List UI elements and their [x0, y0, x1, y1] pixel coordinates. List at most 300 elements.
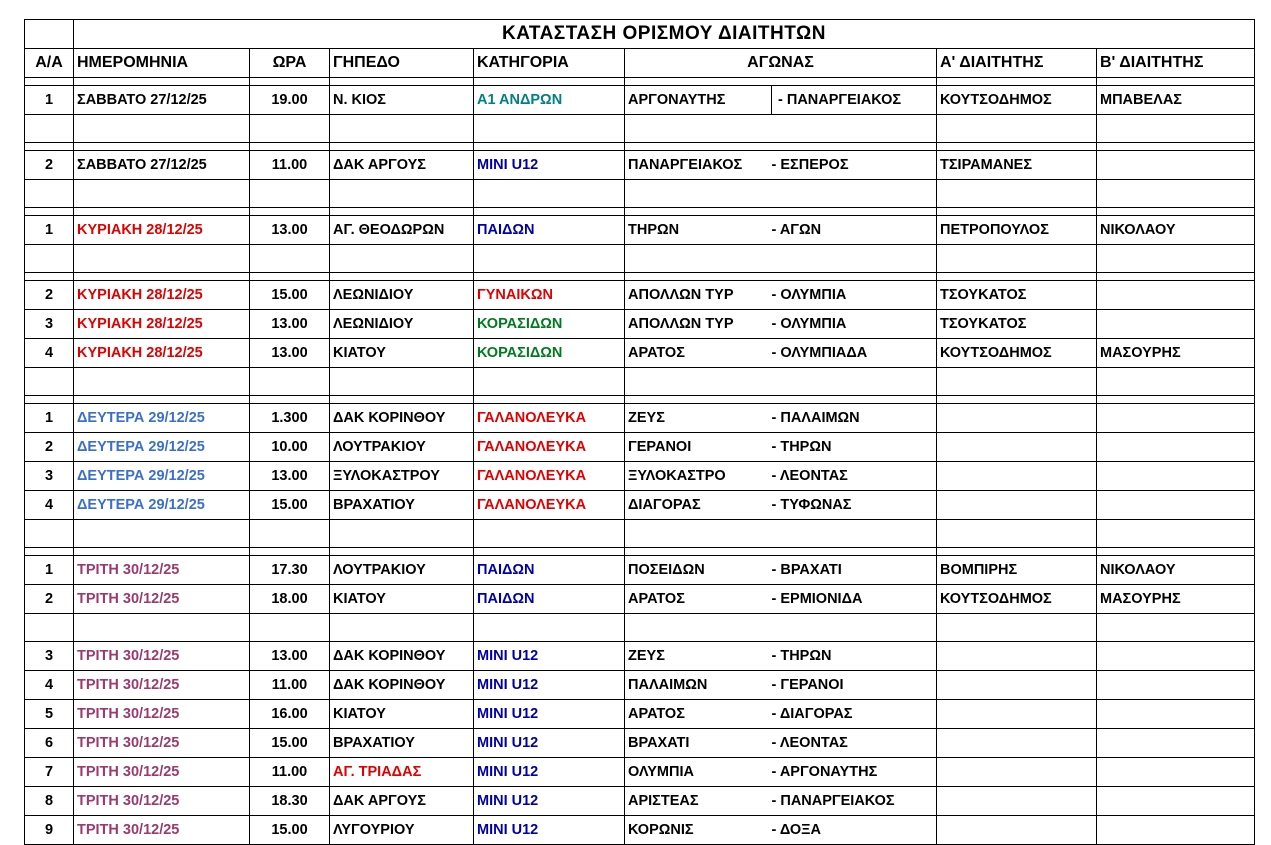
match-venue: ΛΟΥΤΡΑΚΙΟΥ [330, 556, 474, 585]
row-number: 1 [25, 86, 74, 115]
empty-cell [1097, 115, 1255, 143]
empty-cell [772, 520, 937, 548]
match-category: ΜΙΝΙ U12 [474, 816, 625, 845]
empty-cell [25, 115, 74, 143]
match-time: 13.00 [250, 216, 330, 245]
empty-cell [74, 368, 250, 396]
spacer-row [25, 143, 1255, 151]
home-team: ΚΟΡΩΝΙΣ [625, 816, 772, 845]
referee-b [1097, 729, 1255, 758]
match-date: ΔΕΥΤΕΡΑ 29/12/25 [74, 433, 250, 462]
title-corner-cell [25, 20, 74, 49]
away-team: - ΟΛΥΜΠΙΑ [772, 310, 937, 339]
match-date: ΚΥΡΙΑΚΗ 28/12/25 [74, 281, 250, 310]
away-team: - ΑΓΩΝ [772, 216, 937, 245]
referee-b [1097, 462, 1255, 491]
empty-cell [772, 614, 937, 642]
referee-a: ΤΣΟΥΚΑΤΟΣ [937, 281, 1097, 310]
empty-cell [772, 208, 937, 216]
empty-cell [25, 548, 74, 556]
empty-cell [250, 208, 330, 216]
empty-cell [625, 180, 772, 208]
empty-cell [74, 245, 250, 273]
empty-cell [474, 115, 625, 143]
empty-cell [937, 208, 1097, 216]
match-venue: ΔΑΚ ΚΟΡΙΝΘΟΥ [330, 671, 474, 700]
empty-cell [74, 208, 250, 216]
empty-cell [330, 520, 474, 548]
empty-cell [772, 396, 937, 404]
away-team: - ΟΛΥΜΠΙΑΔΑ [772, 339, 937, 368]
referee-a: ΒΟΜΠΙΡΗΣ [937, 556, 1097, 585]
empty-cell [74, 396, 250, 404]
home-team: ΑΠΟΛΛΩΝ ΤΥΡ [625, 310, 772, 339]
empty-cell [625, 396, 772, 404]
match-category: Α1 ΑΝΔΡΩΝ [474, 86, 625, 115]
sheet-title: ΚΑΤΑΣΤΑΣΗ ΟΡΙΣΜΟΥ ΔΙΑΙΤΗΤΩΝ [74, 20, 1255, 49]
header-venue: ΓΗΠΕΔΟ [330, 49, 474, 78]
referee-a: ΚΟΥΤΣΟΔΗΜΟΣ [937, 86, 1097, 115]
referee-b [1097, 816, 1255, 845]
match-time: 11.00 [250, 671, 330, 700]
empty-cell [250, 143, 330, 151]
empty-cell [937, 614, 1097, 642]
away-team: - ΟΛΥΜΠΙΑ [772, 281, 937, 310]
match-row [25, 404, 1255, 433]
referee-a: ΤΣΙΡΑΜΑΝΕΣ [937, 151, 1097, 180]
match-venue: ΛΥΓΟΥΡΙΟΥ [330, 816, 474, 845]
empty-cell [772, 115, 937, 143]
match-time: 13.00 [250, 462, 330, 491]
empty-cell [625, 548, 772, 556]
referee-a [937, 433, 1097, 462]
match-date: ΤΡΙΤΗ 30/12/25 [74, 671, 250, 700]
home-team: ΑΡΓΟΝΑΥΤΗΣ [625, 86, 772, 115]
empty-cell [25, 78, 74, 86]
referee-b: ΜΠΑΒΕΛΑΣ [1097, 86, 1255, 115]
empty-cell [625, 143, 772, 151]
match-category: ΚΟΡΑΣΙΔΩΝ [474, 339, 625, 368]
empty-cell [625, 368, 772, 396]
match-date: ΤΡΙΤΗ 30/12/25 [74, 729, 250, 758]
referee-a: ΚΟΥΤΣΟΔΗΜΟΣ [937, 585, 1097, 614]
home-team: ΑΠΟΛΛΩΝ ΤΥΡ [625, 281, 772, 310]
empty-cell [250, 614, 330, 642]
match-date: ΤΡΙΤΗ 30/12/25 [74, 556, 250, 585]
match-venue: ΔΑΚ ΚΟΡΙΝΘΟΥ [330, 642, 474, 671]
empty-cell [625, 245, 772, 273]
match-date: ΤΡΙΤΗ 30/12/25 [74, 585, 250, 614]
referee-a [937, 462, 1097, 491]
match-row [25, 671, 1255, 700]
home-team: ΔΙΑΓΟΡΑΣ [625, 491, 772, 520]
referee-a [937, 491, 1097, 520]
referee-b [1097, 433, 1255, 462]
match-date: ΚΥΡΙΑΚΗ 28/12/25 [74, 310, 250, 339]
match-category: ΓΑΛΑΝΟΛΕΥΚΑ [474, 491, 625, 520]
match-row [25, 339, 1255, 368]
match-venue: Ν. ΚΙΟΣ [330, 86, 474, 115]
match-row [25, 700, 1255, 729]
match-time: 15.00 [250, 491, 330, 520]
match-time: 15.00 [250, 281, 330, 310]
empty-cell [474, 143, 625, 151]
referee-a [937, 404, 1097, 433]
home-team: ΟΛΥΜΠΙΑ [625, 758, 772, 787]
blank-row [25, 614, 1255, 642]
empty-cell [74, 520, 250, 548]
match-category: ΚΟΡΑΣΙΔΩΝ [474, 310, 625, 339]
home-team: ΑΡΑΤΟΣ [625, 700, 772, 729]
row-number: 6 [25, 729, 74, 758]
empty-cell [330, 396, 474, 404]
row-number: 2 [25, 281, 74, 310]
row-number: 1 [25, 404, 74, 433]
match-date: ΤΡΙΤΗ 30/12/25 [74, 642, 250, 671]
row-number: 3 [25, 310, 74, 339]
referee-a [937, 642, 1097, 671]
empty-cell [772, 548, 937, 556]
row-number: 4 [25, 491, 74, 520]
referee-a: ΚΟΥΤΣΟΔΗΜΟΣ [937, 339, 1097, 368]
home-team: ΠΑΝΑΡΓΕΙΑΚΟΣ [625, 151, 772, 180]
referee-a [937, 671, 1097, 700]
match-category: ΜΙΝΙ U12 [474, 151, 625, 180]
away-team: - ΤΥΦΩΝΑΣ [772, 491, 937, 520]
empty-cell [1097, 180, 1255, 208]
home-team: ΑΡΑΤΟΣ [625, 339, 772, 368]
away-team: - ΛΕΟΝΤΑΣ [772, 462, 937, 491]
empty-cell [74, 143, 250, 151]
header-row [25, 49, 1255, 78]
referee-b: ΝΙΚΟΛΑΟΥ [1097, 216, 1255, 245]
match-date: ΔΕΥΤΕΡΑ 29/12/25 [74, 404, 250, 433]
row-number: 1 [25, 216, 74, 245]
empty-cell [1097, 548, 1255, 556]
match-venue: ΔΑΚ ΚΟΡΙΝΘΟΥ [330, 404, 474, 433]
match-date: ΤΡΙΤΗ 30/12/25 [74, 758, 250, 787]
referee-b: ΜΑΣΟΥΡΗΣ [1097, 339, 1255, 368]
empty-cell [474, 368, 625, 396]
empty-cell [474, 520, 625, 548]
match-time: 1.300 [250, 404, 330, 433]
empty-cell [250, 245, 330, 273]
empty-cell [330, 180, 474, 208]
match-category: ΜΙΝΙ U12 [474, 671, 625, 700]
empty-cell [474, 548, 625, 556]
match-category: ΓΑΛΑΝΟΛΕΥΚΑ [474, 404, 625, 433]
referee-a: ΠΕΤΡΟΠΟΥΛΟΣ [937, 216, 1097, 245]
match-date: ΔΕΥΤΕΡΑ 29/12/25 [74, 462, 250, 491]
empty-cell [772, 368, 937, 396]
empty-cell [772, 245, 937, 273]
row-number: 2 [25, 585, 74, 614]
match-row [25, 281, 1255, 310]
away-team: - ΔΟΞΑ [772, 816, 937, 845]
match-venue: ΔΑΚ ΑΡΓΟΥΣ [330, 151, 474, 180]
match-date: ΤΡΙΤΗ 30/12/25 [74, 816, 250, 845]
header-ref-b: Β' ΔΙΑΙΤΗΤΗΣ [1097, 49, 1255, 78]
row-number: 4 [25, 671, 74, 700]
match-time: 11.00 [250, 151, 330, 180]
referee-assignment-table [24, 19, 1255, 845]
match-category: ΜΙΝΙ U12 [474, 729, 625, 758]
row-number: 3 [25, 462, 74, 491]
row-number: 3 [25, 642, 74, 671]
match-category: ΓΑΛΑΝΟΛΕΥΚΑ [474, 462, 625, 491]
match-venue: ΛΕΩΝΙΔΙΟΥ [330, 281, 474, 310]
away-team: - ΑΡΓΟΝΑΥΤΗΣ [772, 758, 937, 787]
match-time: 13.00 [250, 642, 330, 671]
referee-a [937, 700, 1097, 729]
empty-cell [330, 368, 474, 396]
home-team: ΖΕΥΣ [625, 404, 772, 433]
match-row [25, 491, 1255, 520]
match-row [25, 556, 1255, 585]
away-team: - ΒΡΑΧΑΤΙ [772, 556, 937, 585]
home-team: ΑΡΙΣΤΕΑΣ [625, 787, 772, 816]
empty-cell [330, 614, 474, 642]
match-row [25, 585, 1255, 614]
match-category: ΠΑΙΔΩΝ [474, 585, 625, 614]
empty-cell [74, 78, 250, 86]
match-date: ΔΕΥΤΕΡΑ 29/12/25 [74, 491, 250, 520]
header-aa: Α/Α [25, 49, 74, 78]
away-team: - ΛΕΟΝΤΑΣ [772, 729, 937, 758]
referee-b [1097, 671, 1255, 700]
match-venue: ΛΟΥΤΡΑΚΙΟΥ [330, 433, 474, 462]
match-row [25, 462, 1255, 491]
match-row [25, 758, 1255, 787]
empty-cell [625, 273, 772, 281]
match-venue: ΒΡΑΧΑΤΙΟΥ [330, 491, 474, 520]
empty-cell [474, 245, 625, 273]
empty-cell [25, 368, 74, 396]
empty-cell [25, 180, 74, 208]
away-team: - ΠΑΝΑΡΓΕΙΑΚΟΣ [772, 787, 937, 816]
referee-a [937, 758, 1097, 787]
empty-cell [330, 78, 474, 86]
row-number: 8 [25, 787, 74, 816]
match-time: 16.00 [250, 700, 330, 729]
spacer-row [25, 273, 1255, 281]
referee-b [1097, 151, 1255, 180]
header-time: ΩΡΑ [250, 49, 330, 78]
match-venue: ΚΙΑΤΟΥ [330, 700, 474, 729]
match-row [25, 310, 1255, 339]
empty-cell [1097, 396, 1255, 404]
empty-cell [330, 548, 474, 556]
referee-b [1097, 642, 1255, 671]
match-category: ΜΙΝΙ U12 [474, 758, 625, 787]
match-category: ΠΑΙΔΩΝ [474, 216, 625, 245]
empty-cell [25, 520, 74, 548]
match-row [25, 642, 1255, 671]
match-row [25, 816, 1255, 845]
header-category: ΚΑΤΗΓΟΡΙΑ [474, 49, 625, 78]
empty-cell [330, 273, 474, 281]
empty-cell [474, 78, 625, 86]
match-venue: ΛΕΩΝΙΔΙΟΥ [330, 310, 474, 339]
referee-b: ΜΑΣΟΥΡΗΣ [1097, 585, 1255, 614]
empty-cell [937, 143, 1097, 151]
empty-cell [1097, 614, 1255, 642]
empty-cell [330, 115, 474, 143]
empty-cell [625, 614, 772, 642]
empty-cell [74, 115, 250, 143]
home-team: ΠΟΣΕΙΔΩΝ [625, 556, 772, 585]
referee-b [1097, 787, 1255, 816]
blank-row [25, 115, 1255, 143]
empty-cell [937, 368, 1097, 396]
empty-cell [1097, 245, 1255, 273]
match-category: ΓΑΛΑΝΟΛΕΥΚΑ [474, 433, 625, 462]
empty-cell [625, 208, 772, 216]
home-team: ΠΑΛΑΙΜΩΝ [625, 671, 772, 700]
empty-cell [250, 273, 330, 281]
row-number: 2 [25, 151, 74, 180]
empty-cell [330, 245, 474, 273]
away-team: - ΕΣΠΕΡΟΣ [772, 151, 937, 180]
referee-a: ΤΣΟΥΚΑΤΟΣ [937, 310, 1097, 339]
row-number: 1 [25, 556, 74, 585]
empty-cell [25, 273, 74, 281]
empty-cell [474, 396, 625, 404]
referee-a [937, 787, 1097, 816]
spacer-row [25, 208, 1255, 216]
away-team: - ΔΙΑΓΟΡΑΣ [772, 700, 937, 729]
empty-cell [937, 78, 1097, 86]
home-team: ΓΕΡΑΝΟΙ [625, 433, 772, 462]
empty-cell [250, 180, 330, 208]
empty-cell [474, 273, 625, 281]
empty-cell [772, 143, 937, 151]
row-number: 4 [25, 339, 74, 368]
empty-cell [25, 396, 74, 404]
header-date: ΗΜΕΡΟΜΗΝΙΑ [74, 49, 250, 78]
match-row [25, 216, 1255, 245]
header-match: ΑΓΩΝΑΣ [625, 49, 937, 78]
empty-cell [1097, 143, 1255, 151]
empty-cell [25, 208, 74, 216]
empty-cell [250, 78, 330, 86]
empty-cell [772, 78, 937, 86]
spacer-row [25, 78, 1255, 86]
blank-row [25, 180, 1255, 208]
empty-cell [25, 614, 74, 642]
empty-cell [250, 396, 330, 404]
empty-cell [250, 520, 330, 548]
referee-a [937, 729, 1097, 758]
away-team: - ΓΕΡΑΝΟΙ [772, 671, 937, 700]
match-venue: ΒΡΑΧΑΤΙΟΥ [330, 729, 474, 758]
empty-cell [937, 180, 1097, 208]
home-team: ΤΗΡΩΝ [625, 216, 772, 245]
empty-cell [25, 143, 74, 151]
home-team: ΒΡΑΧΑΤΙ [625, 729, 772, 758]
blank-row [25, 368, 1255, 396]
match-date: ΤΡΙΤΗ 30/12/25 [74, 787, 250, 816]
row-number: 7 [25, 758, 74, 787]
row-number: 2 [25, 433, 74, 462]
row-number: 9 [25, 816, 74, 845]
title-row [25, 20, 1255, 49]
empty-cell [625, 78, 772, 86]
referee-b [1097, 281, 1255, 310]
referee-a [937, 816, 1097, 845]
match-date: ΚΥΡΙΑΚΗ 28/12/25 [74, 216, 250, 245]
referee-b: ΝΙΚΟΛΑΟΥ [1097, 556, 1255, 585]
referee-b [1097, 758, 1255, 787]
match-time: 18.30 [250, 787, 330, 816]
spacer-row [25, 548, 1255, 556]
empty-cell [250, 368, 330, 396]
blank-row [25, 245, 1255, 273]
empty-cell [330, 143, 474, 151]
match-venue: ΑΓ. ΤΡΙΑΔΑΣ [330, 758, 474, 787]
header-ref-a: Α' ΔΙΑΙΤΗΤΗΣ [937, 49, 1097, 78]
match-category: ΜΙΝΙ U12 [474, 700, 625, 729]
match-time: 18.00 [250, 585, 330, 614]
empty-cell [1097, 520, 1255, 548]
home-team: ΖΕΥΣ [625, 642, 772, 671]
match-date: ΤΡΙΤΗ 30/12/25 [74, 700, 250, 729]
referee-b [1097, 404, 1255, 433]
empty-cell [1097, 273, 1255, 281]
empty-cell [937, 273, 1097, 281]
match-venue: ΔΑΚ ΑΡΓΟΥΣ [330, 787, 474, 816]
match-category: ΓΥΝΑΙΚΩΝ [474, 281, 625, 310]
empty-cell [474, 208, 625, 216]
match-time: 13.00 [250, 339, 330, 368]
away-team: - ΤΗΡΩΝ [772, 433, 937, 462]
match-time: 15.00 [250, 816, 330, 845]
away-team: - ΠΑΛΑΙΜΩΝ [772, 404, 937, 433]
referee-b [1097, 491, 1255, 520]
referee-b [1097, 310, 1255, 339]
empty-cell [1097, 368, 1255, 396]
empty-cell [937, 520, 1097, 548]
empty-cell [937, 396, 1097, 404]
match-date: ΚΥΡΙΑΚΗ 28/12/25 [74, 339, 250, 368]
empty-cell [937, 245, 1097, 273]
match-category: ΜΙΝΙ U12 [474, 787, 625, 816]
match-venue: ΚΙΑΤΟΥ [330, 339, 474, 368]
empty-cell [937, 548, 1097, 556]
empty-cell [25, 245, 74, 273]
empty-cell [625, 520, 772, 548]
blank-row [25, 520, 1255, 548]
match-time: 10.00 [250, 433, 330, 462]
match-date: ΣΑΒΒΑΤΟ 27/12/25 [74, 86, 250, 115]
match-row [25, 151, 1255, 180]
match-venue: ΞΥΛΟΚΑΣΤΡΟΥ [330, 462, 474, 491]
empty-cell [330, 208, 474, 216]
empty-cell [625, 115, 772, 143]
home-team: ΑΡΑΤΟΣ [625, 585, 772, 614]
empty-cell [74, 273, 250, 281]
empty-cell [1097, 208, 1255, 216]
empty-cell [772, 180, 937, 208]
empty-cell [474, 180, 625, 208]
away-team: - ΠΑΝΑΡΓΕΙΑΚΟΣ [772, 86, 937, 115]
match-category: ΠΑΙΔΩΝ [474, 556, 625, 585]
match-row [25, 729, 1255, 758]
match-time: 17.30 [250, 556, 330, 585]
match-venue: ΚΙΑΤΟΥ [330, 585, 474, 614]
referee-b [1097, 700, 1255, 729]
match-time: 13.00 [250, 310, 330, 339]
